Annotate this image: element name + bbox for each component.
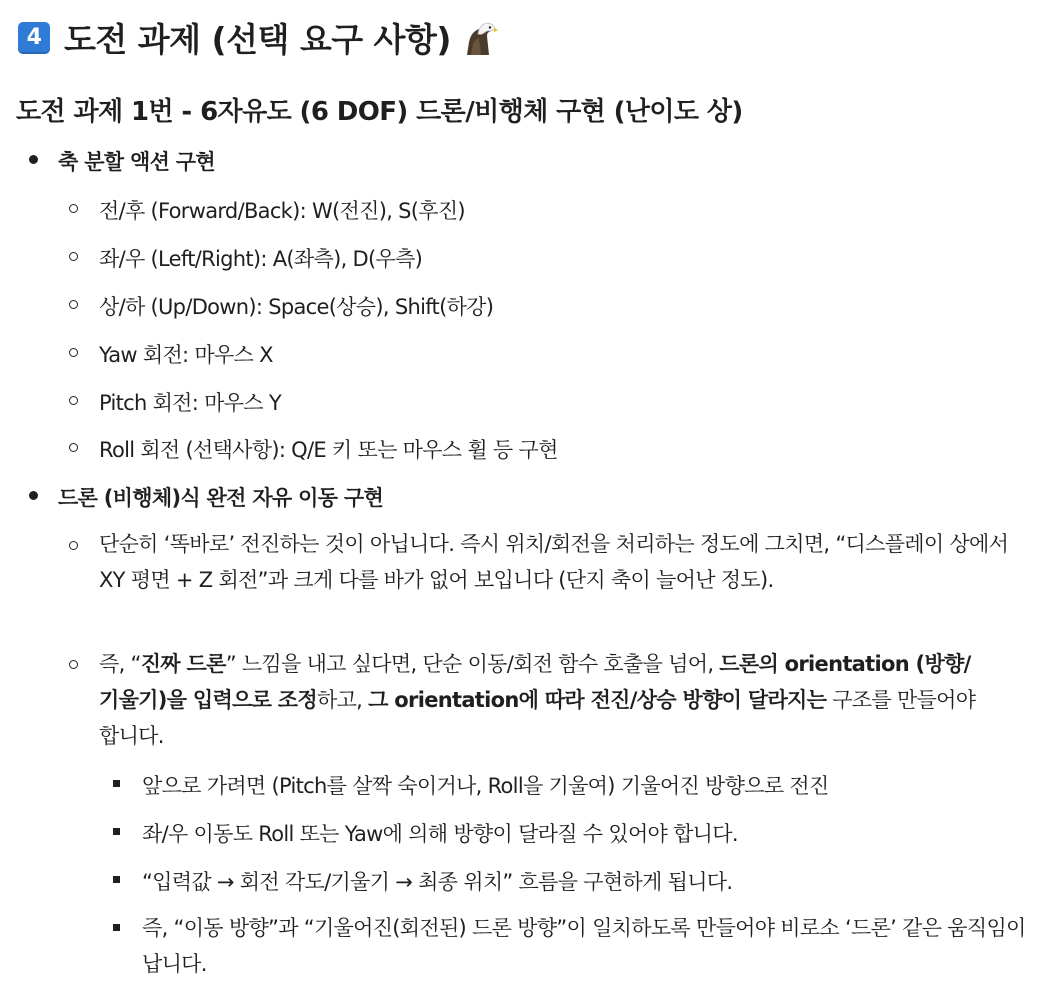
list-item: 상/하 (Up/Down): Space(상승), Shift(하강) bbox=[99, 295, 494, 319]
bold-text-run: 드론의 orientation (방향/기울기)을 입력으로 조정 bbox=[99, 652, 971, 712]
text-run: 구조를 만들어야 합니다. bbox=[99, 688, 976, 748]
list-item: 앞으로 가려면 (Pitch를 살짝 숙이거나, Roll을 기울여) 기울어진 방향으로 전진 bbox=[142, 774, 829, 798]
subsection-heading: 도전 과제 1번 - 6자유도 (6 DOF) 드론/비행체 구현 (난이도 상) bbox=[16, 97, 743, 127]
text-run: ” 느낌을 내고 싶다면, 단순 이동/회전 함수 호출을 넘어, bbox=[225, 652, 720, 676]
list-paragraph bbox=[99, 646, 1034, 754]
list-bullet bbox=[69, 204, 78, 213]
list-bullet bbox=[113, 780, 120, 787]
list-item: 좌/우 (Left/Right): A(좌측), D(우측) bbox=[99, 247, 423, 271]
text-run: 하고, bbox=[316, 688, 369, 712]
list-bullet bbox=[29, 155, 38, 164]
keycap-four-icon: 4 bbox=[18, 22, 50, 54]
list-bullet bbox=[69, 396, 78, 405]
list-item: Roll 회전 (선택사항): Q/E 키 또는 마우스 휠 등 구현 bbox=[99, 438, 558, 462]
section-heading bbox=[18, 14, 499, 61]
list-item-title: 축 분할 액션 구현 bbox=[58, 150, 215, 174]
list-bullet bbox=[69, 300, 78, 309]
list-bullet bbox=[113, 876, 120, 883]
list-item: 좌/우 이동도 Roll 또는 Yaw에 의해 방향이 달라질 수 있어야 합니다. bbox=[142, 822, 738, 846]
list-item: 전/후 (Forward/Back): W(전진), S(후진) bbox=[99, 199, 465, 223]
list-paragraph: 단순히 ‘똑바로’ 전진하는 것이 아닙니다. 즉시 위치/회전을 처리하는 정도에 그치면, “디스플레이 상에서 XY 평면 + Z 회전”과 크게 다를 바가 없어 보입니다 (단지 축이 늘어난 정도). bbox=[99, 532, 1009, 592]
list-item: “입력값 → 회전 각도/기울기 → 최종 위치” 흐름을 구현하게 됩니다. bbox=[142, 870, 733, 894]
bold-text-run: 진짜 드론 bbox=[140, 652, 226, 676]
list-item: Yaw 회전: 마우스 X bbox=[99, 343, 273, 367]
section-heading-title: 도전 과제 (선택 요구 사항) bbox=[64, 20, 451, 59]
bold-text-run: 그 orientation에 따라 전진/상승 방향이 달라지는 bbox=[368, 688, 827, 712]
list-bullet bbox=[29, 491, 38, 500]
list-bullet bbox=[69, 541, 78, 550]
list-bullet bbox=[69, 660, 78, 669]
list-item: Pitch 회전: 마우스 Y bbox=[99, 391, 281, 415]
list-bullet bbox=[69, 348, 78, 357]
list-item-title: 드론 (비행체)식 완전 자유 이동 구현 bbox=[58, 486, 384, 510]
list-bullet bbox=[113, 924, 120, 931]
eagle-icon bbox=[461, 20, 499, 56]
list-bullet bbox=[69, 443, 78, 452]
list-bullet bbox=[69, 252, 78, 261]
list-bullet bbox=[113, 828, 120, 835]
list-paragraph: 즉, “이동 방향”과 “기울어진(회전된) 드론 방향”이 일치하도록 만들어야 비로소 ‘드론’ 같은 움직임이 납니다. bbox=[142, 916, 1026, 976]
text-run: 즉, “ bbox=[99, 652, 141, 676]
